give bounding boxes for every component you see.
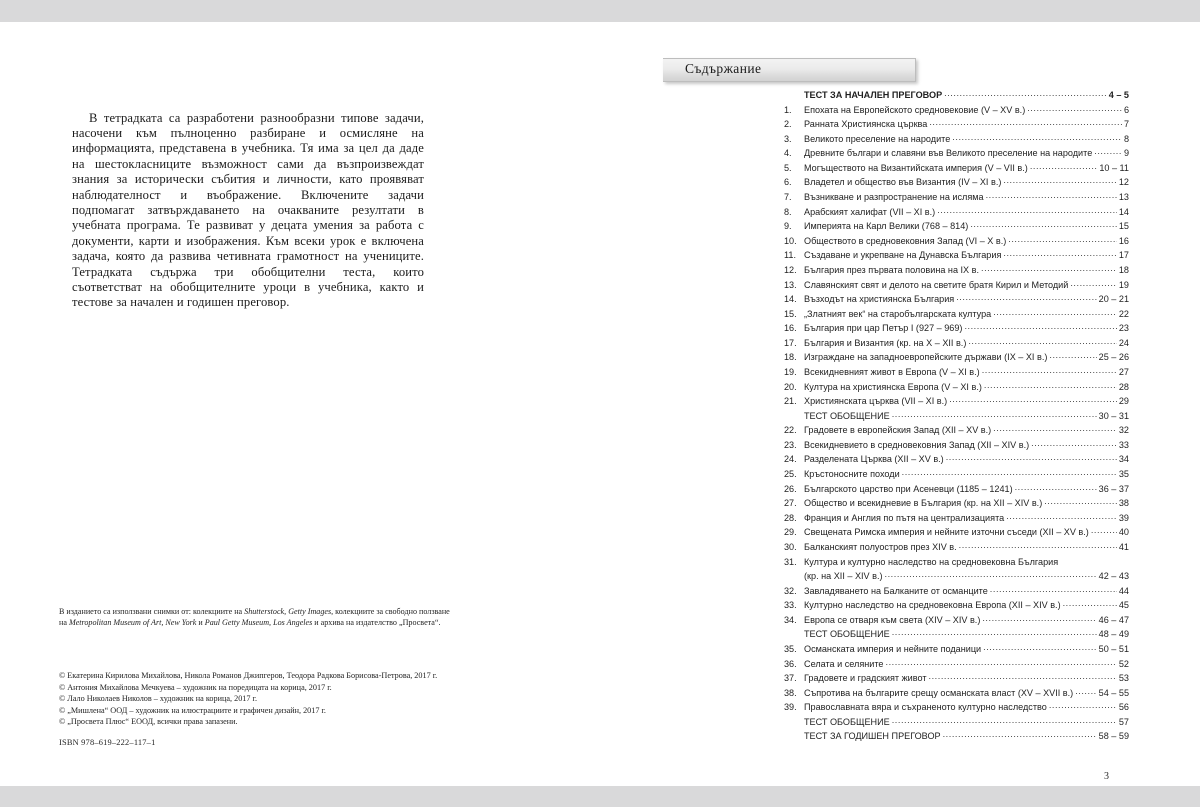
toc-leader-dots bbox=[902, 468, 1117, 477]
toc-entry[interactable] bbox=[784, 627, 1129, 642]
toc-entry-number: 12. bbox=[784, 264, 797, 275]
toc-entry[interactable] bbox=[784, 452, 1129, 467]
toc-entry-title: Могъществото на Византийската империя (V – VII в.) bbox=[804, 162, 1028, 173]
toc-entry-page: 45 bbox=[1118, 600, 1129, 611]
toc-entry-number: 22. bbox=[784, 425, 797, 436]
toc-entry-title: България и Византия (кр. на X – XII в.) bbox=[804, 337, 967, 348]
toc-leader-dots bbox=[952, 133, 1122, 142]
toc-entry-title: Европа се отваря към света (XIV – XIV в.) bbox=[804, 614, 981, 625]
toc-entry-title: Християнската църква (VII – XI в.) bbox=[804, 396, 948, 407]
toc-entry-number: 20. bbox=[784, 381, 797, 392]
toc-leader-dots bbox=[892, 628, 1097, 637]
toc-entry[interactable] bbox=[784, 380, 1129, 395]
toc-entry[interactable] bbox=[784, 292, 1129, 307]
toc-entry-title: Изграждане на западноевропейските държави (IX – XI в.) bbox=[804, 352, 1048, 363]
toc-leader-dots bbox=[949, 395, 1117, 404]
toc-entry-number: 19. bbox=[784, 366, 797, 377]
toc-entry-title: Кръстоносните походи bbox=[804, 469, 900, 480]
toc-leader-dots bbox=[1031, 439, 1117, 448]
toc-leader-dots bbox=[984, 381, 1117, 390]
toc-entry[interactable] bbox=[784, 729, 1129, 744]
toc-entry[interactable] bbox=[784, 409, 1129, 424]
image-credits-line-1 bbox=[59, 607, 489, 618]
toc-entry-number: 37. bbox=[784, 673, 797, 684]
toc-entry-page: 46 – 47 bbox=[1098, 614, 1129, 625]
toc-entry-page: 28 bbox=[1118, 381, 1129, 392]
toc-entry[interactable] bbox=[784, 278, 1129, 293]
toc-entry-page: 10 – 11 bbox=[1099, 162, 1129, 173]
toc-entry-page: 32 bbox=[1118, 425, 1129, 436]
toc-entry-number: 33. bbox=[784, 600, 797, 611]
toc-entry[interactable] bbox=[784, 307, 1129, 322]
toc-entry[interactable] bbox=[784, 336, 1129, 351]
toc-entry[interactable] bbox=[784, 671, 1129, 686]
toc-entry-title: Създаване и укрепване на Дунавска България bbox=[804, 250, 1002, 261]
toc-entry-title: (кр. на XII – XIV в.) bbox=[804, 571, 883, 582]
toc-entry-number: 38. bbox=[784, 687, 797, 698]
credits-text-2: , колекциите за свободно ползване bbox=[331, 607, 450, 616]
page-number: 3 bbox=[1104, 771, 1109, 782]
toc-entry-page: 53 bbox=[1118, 673, 1129, 684]
toc-entry-title: Епохата на Европейското средновековие (V – XV в.) bbox=[804, 104, 1026, 115]
toc-entry[interactable] bbox=[784, 117, 1129, 132]
toc-entry[interactable] bbox=[784, 205, 1129, 220]
right-page bbox=[600, 22, 1200, 786]
toc-entry-page: 19 bbox=[1118, 279, 1129, 290]
toc-leader-dots bbox=[946, 453, 1117, 462]
toc-entry-number: 2. bbox=[784, 119, 792, 130]
toc-entry[interactable] bbox=[784, 598, 1129, 613]
toc-leader-dots bbox=[1094, 147, 1122, 156]
toc-entry-page: 35 bbox=[1118, 469, 1129, 480]
toc-leader-dots bbox=[981, 264, 1117, 273]
credits-text-4: и bbox=[196, 617, 205, 627]
toc-entry-number: 34. bbox=[784, 614, 797, 625]
toc-entry[interactable] bbox=[784, 394, 1129, 409]
toc-entry-title: Всекидневието в средновековния Запад (XII – XIV в.) bbox=[804, 439, 1030, 450]
toc-entry-title: Култура на християнска Европа (V – XI в.) bbox=[804, 381, 982, 392]
toc-entry[interactable] bbox=[784, 525, 1129, 540]
credits-text-5: и архива на издателство „Просвета“. bbox=[312, 617, 441, 627]
toc-entry-page: 20 – 21 bbox=[1098, 294, 1129, 305]
toc-entry-title: Империята на Карл Велики (768 – 814) bbox=[804, 221, 969, 232]
toc-entry-title: Култура и културно наследство на средновековна България bbox=[804, 556, 1059, 567]
contents-banner-title: Съдържание bbox=[685, 61, 762, 76]
toc-entry-number: 24. bbox=[784, 454, 797, 465]
credits-italic-sources: Shutterstock, Getty Images bbox=[244, 607, 332, 616]
toc-entry-title: ТЕСТ ОБОБЩЕНИЕ bbox=[804, 716, 890, 727]
toc-entry-number: 36. bbox=[784, 658, 797, 669]
toc-entry-title: Свещената Римска империя и нейните източни съседи (XII – XV в.) bbox=[804, 527, 1089, 538]
credits-text: В изданието са използвани снимки от: колекциите на bbox=[59, 607, 245, 616]
toc-entry[interactable] bbox=[784, 423, 1129, 438]
toc-entry-number: 11. bbox=[784, 250, 796, 261]
toc-entry[interactable] bbox=[784, 365, 1129, 380]
toc-leader-dots bbox=[983, 643, 1097, 652]
toc-leader-dots bbox=[982, 614, 1096, 623]
image-credits-block bbox=[59, 607, 489, 628]
toc-entry[interactable] bbox=[784, 263, 1129, 278]
credits-italic-getty: Paul Getty Museum, Los Angeles bbox=[204, 617, 313, 627]
toc-entry[interactable] bbox=[784, 613, 1129, 628]
toc-entry-page: 24 bbox=[1118, 337, 1129, 348]
toc-entry-page: 18 bbox=[1118, 264, 1129, 275]
toc-leader-dots bbox=[886, 658, 1117, 667]
toc-entry[interactable] bbox=[784, 175, 1129, 190]
toc-entry-page: 27 bbox=[1118, 366, 1129, 377]
toc-entry-page: 13 bbox=[1118, 192, 1129, 203]
toc-entry-number: 35. bbox=[784, 643, 797, 654]
toc-leader-dots bbox=[1003, 176, 1117, 185]
copyright-line: © Екатерина Кирилова Михайлова, Никола Романов Джипгеров, Теодора Радкова Борисова-Петрова, 2017 г. bbox=[59, 671, 438, 680]
toc-leader-dots bbox=[1030, 162, 1098, 171]
toc-entry[interactable] bbox=[784, 190, 1129, 205]
toc-entry-number: 9. bbox=[784, 221, 792, 232]
toc-entry-number: 6. bbox=[784, 177, 792, 188]
toc-entry-page: 39 bbox=[1118, 512, 1129, 523]
toc-leader-dots bbox=[1049, 701, 1117, 710]
toc-entry-number: 39. bbox=[784, 702, 797, 713]
toc-entry[interactable] bbox=[784, 555, 1129, 570]
toc-entry-title: Православната вяра и съхраненото културно наследство bbox=[804, 702, 1047, 713]
toc-entry[interactable] bbox=[784, 88, 1129, 103]
toc-entry-title: ТЕСТ ЗА ГОДИШЕН ПРЕГОВОР bbox=[804, 731, 941, 742]
toc-entry-title: Древните българи и славяни във Великото преселение на народите bbox=[804, 148, 1093, 159]
toc-leader-dots bbox=[986, 191, 1117, 200]
toc-entry-page: 12 bbox=[1118, 177, 1129, 188]
copyright-line: © Лало Николаев Николов – художник на корица, 2017 г. bbox=[59, 694, 257, 704]
toc-leader-dots bbox=[929, 672, 1117, 681]
toc-leader-dots bbox=[1027, 104, 1122, 113]
toc-entry[interactable] bbox=[784, 161, 1129, 176]
toc-leader-dots bbox=[970, 220, 1117, 229]
toc-leader-dots bbox=[1060, 556, 1127, 565]
toc-entry-title: Разделената Църква (XII – XV в.) bbox=[804, 454, 944, 465]
toc-entry-page: 8 bbox=[1123, 133, 1129, 144]
toc-entry-title: Арабският халифат (VII – XI в.) bbox=[804, 206, 936, 217]
toc-leader-dots bbox=[929, 118, 1122, 127]
toc-entry-number: 16. bbox=[784, 323, 797, 334]
toc-entry-title: Българското царство при Асеневци (1185 – 1241) bbox=[804, 483, 1013, 494]
toc-entry-page: 22 bbox=[1118, 308, 1129, 319]
copyright-line: © „Мишлена“ ООД – художник на илюстрациите и графичен дизайн, 2017 г. bbox=[59, 705, 326, 715]
toc-entry-title: Ранната Християнска църква bbox=[804, 119, 928, 130]
toc-entry-title: България през първата половина на IX в. bbox=[804, 264, 980, 275]
toc-leader-dots bbox=[993, 424, 1117, 433]
copyright-line: © Антония Михайлова Мечкуева – художник на поредицата на корица, 2017 г. bbox=[59, 682, 332, 692]
toc-leader-dots bbox=[937, 206, 1117, 215]
toc-entry-title: ТЕСТ ОБОБЩЕНИЕ bbox=[804, 629, 890, 640]
book-spread bbox=[0, 22, 1200, 786]
contents-banner bbox=[663, 58, 916, 84]
toc-entry-number: 25. bbox=[784, 469, 797, 480]
toc-entry-title: Всекидневният живот в Европа (V – XI в.) bbox=[804, 366, 980, 377]
toc-leader-dots bbox=[1075, 687, 1096, 696]
toc-leader-dots bbox=[1070, 279, 1117, 288]
toc-entry-number: 15. bbox=[784, 308, 797, 319]
toc-leader-dots bbox=[944, 89, 1107, 98]
toc-leader-dots bbox=[1049, 351, 1096, 360]
toc-entry-page: 7 bbox=[1123, 119, 1129, 130]
toc-entry-number: 1. bbox=[784, 104, 792, 115]
toc-entry-page: 6 bbox=[1123, 104, 1129, 115]
toc-entry-page: 14 bbox=[1118, 206, 1129, 217]
toc-entry-title: Съпротива на българите срещу османската власт (XV – XVII в.) bbox=[804, 687, 1074, 698]
toc-entry-page: 57 bbox=[1118, 716, 1129, 727]
toc-entry-page: 30 – 31 bbox=[1098, 410, 1129, 421]
toc-entry[interactable] bbox=[784, 496, 1129, 511]
toc-entry-number: 29. bbox=[784, 527, 797, 538]
toc-leader-dots bbox=[956, 293, 1096, 302]
toc-entry-number: 28. bbox=[784, 512, 797, 523]
toc-entry-page: 40 bbox=[1118, 527, 1129, 538]
toc-entry-title: Обществото в средновековния Запад (VI – X в.) bbox=[804, 235, 1007, 246]
toc-entry-page: 29 bbox=[1118, 396, 1129, 407]
toc-entry-page: 34 bbox=[1118, 454, 1129, 465]
toc-leader-dots bbox=[1008, 235, 1117, 244]
toc-entry[interactable] bbox=[784, 350, 1129, 365]
toc-entry[interactable] bbox=[784, 569, 1129, 584]
toc-entry-page: 54 – 55 bbox=[1098, 687, 1129, 698]
toc-leader-dots bbox=[885, 570, 1097, 579]
toc-entry-page: 50 – 51 bbox=[1098, 643, 1129, 654]
toc-leader-dots bbox=[959, 541, 1117, 550]
toc-entry[interactable] bbox=[784, 657, 1129, 672]
toc-entry[interactable] bbox=[784, 686, 1129, 701]
toc-entry-number: 14. bbox=[784, 294, 797, 305]
toc-entry[interactable] bbox=[784, 146, 1129, 161]
toc-entry-page: 9 bbox=[1123, 148, 1129, 159]
toc-entry-number: 18. bbox=[784, 352, 797, 363]
toc-entry-title: България при цар Петър I (927 – 969) bbox=[804, 323, 963, 334]
toc-entry-title: Общество и всекидневие в България (кр. на XII – XIV в.) bbox=[804, 498, 1043, 509]
toc-entry-title: Възходът на християнска България bbox=[804, 294, 955, 305]
toc-entry-page: 16 bbox=[1118, 235, 1129, 246]
toc-entry-page: 44 bbox=[1118, 585, 1129, 596]
credits-italic-met: Metropolitan Museum of Art, New York bbox=[68, 617, 197, 627]
toc-entry-title: ТЕСТ ОБОБЩЕНИЕ bbox=[804, 410, 890, 421]
toc-entry[interactable] bbox=[784, 234, 1129, 249]
toc-entry-number: 27. bbox=[784, 498, 797, 509]
toc-entry-number: 10. bbox=[784, 235, 797, 246]
toc-entry-title: Османската империя и нейните поданици bbox=[804, 643, 982, 654]
toc-entry-page: 25 – 26 bbox=[1098, 352, 1129, 363]
toc-entry-title: Културно наследство на средновековна Европа (XII – XIV в.) bbox=[804, 600, 1061, 611]
toc-entry[interactable] bbox=[784, 642, 1129, 657]
toc-entry-number: 17. bbox=[784, 337, 797, 348]
toc-leader-dots bbox=[1015, 483, 1097, 492]
toc-entry-title: Балканският полуостров през XIV в. bbox=[804, 541, 957, 552]
toc-entry-page: 23 bbox=[1118, 323, 1129, 334]
toc-entry-number: 5. bbox=[784, 162, 792, 173]
toc-entry-page: 33 bbox=[1118, 439, 1129, 450]
toc-entry[interactable] bbox=[784, 132, 1129, 147]
table-of-contents bbox=[784, 88, 1129, 744]
toc-entry-title: Франция и Англия по пътя на централизацията bbox=[804, 512, 1005, 523]
left-page bbox=[0, 22, 600, 786]
toc-leader-dots bbox=[964, 322, 1116, 331]
toc-entry[interactable] bbox=[784, 715, 1129, 730]
toc-entry[interactable] bbox=[784, 438, 1129, 453]
toc-leader-dots bbox=[968, 337, 1117, 346]
toc-leader-dots bbox=[990, 585, 1117, 594]
toc-entry-page: 17 bbox=[1118, 250, 1129, 261]
toc-entry-page: 56 bbox=[1118, 702, 1129, 713]
toc-entry-number: 4. bbox=[784, 148, 792, 159]
toc-entry-number: 26. bbox=[784, 483, 797, 494]
toc-entry-number: 13. bbox=[784, 279, 797, 290]
toc-entry[interactable] bbox=[784, 321, 1129, 336]
toc-entry[interactable] bbox=[784, 540, 1129, 555]
toc-leader-dots bbox=[1063, 599, 1117, 608]
toc-entry-number: 21. bbox=[784, 396, 797, 407]
toc-entry-number: 3. bbox=[784, 133, 792, 144]
toc-entry-page: 4 – 5 bbox=[1108, 90, 1129, 100]
toc-entry[interactable] bbox=[784, 584, 1129, 599]
toc-entry-page: 58 – 59 bbox=[1098, 731, 1129, 742]
toc-leader-dots bbox=[943, 730, 1097, 739]
toc-leader-dots bbox=[892, 410, 1097, 419]
toc-entry-page: 52 bbox=[1118, 658, 1129, 669]
toc-entry-title: Градовете в европейския Запад (XII – XV в.) bbox=[804, 425, 992, 436]
intro-paragraph: В тетрадката са разработени разнообразни типове задачи, насочени към пълноценно разбиране и осмисляне на информацията, представена в учебника. Тя има за цел да даде на шестокласниците възможност сами да възпроизвеждат знания за исторически събития и личности, като проявяват наблюдателност и въображение. Включените задачи подпомагат затвърждаването на очакваните резултати в учебната програма. Те развиват у децата умения за работа с документи, карти и изображения. Към всеки урок е включена задача, която да развива четивната грамотност на учениците. Тетрадката съдържа три обобщителни теста, които съответстват на обобщителните уроци в учебника, както и тестове за начален и годишен преговор. bbox=[72, 110, 424, 310]
toc-entry-title: Владетел и общество във Византия (IV – XI в.) bbox=[804, 177, 1002, 188]
toc-leader-dots bbox=[982, 366, 1117, 375]
toc-entry[interactable] bbox=[784, 482, 1129, 497]
toc-entry-number: 32. bbox=[784, 585, 797, 596]
toc-entry-title: Великото преселение на народите bbox=[804, 133, 951, 144]
toc-entry-page: 15 bbox=[1118, 221, 1129, 232]
toc-leader-dots bbox=[993, 308, 1117, 317]
toc-entry-number: 23. bbox=[784, 439, 797, 450]
toc-entry[interactable] bbox=[784, 467, 1129, 482]
credits-text-3: на bbox=[59, 617, 69, 627]
toc-entry-title: „Златният век“ на старобългарската култура bbox=[804, 308, 992, 319]
toc-entry[interactable] bbox=[784, 219, 1129, 234]
toc-entry[interactable] bbox=[784, 700, 1129, 715]
toc-entry-page: 38 bbox=[1118, 498, 1129, 509]
toc-entry-title: Селата и селяните bbox=[804, 658, 884, 669]
toc-entry-page: 41 bbox=[1118, 541, 1129, 552]
toc-entry-page: 36 – 37 bbox=[1098, 483, 1129, 494]
toc-entry-number: 7. bbox=[784, 192, 792, 203]
toc-entry-title: Славянският свят и делото на светите братя Кирил и Методий bbox=[804, 279, 1069, 290]
toc-entry-title: Завладяването на Балканите от османците bbox=[804, 585, 988, 596]
image-credits-line-2 bbox=[59, 618, 489, 629]
toc-leader-dots bbox=[1006, 512, 1117, 521]
copyright-line: © „Просвета Плюс“ ЕООД, всички права запазени. bbox=[59, 717, 238, 727]
toc-entry-number: 8. bbox=[784, 206, 792, 217]
toc-entry-page: 48 – 49 bbox=[1098, 629, 1129, 640]
toc-leader-dots bbox=[892, 716, 1117, 725]
toc-leader-dots bbox=[1044, 497, 1117, 506]
isbn: ISBN 978–619–222–117–1 bbox=[59, 738, 156, 747]
toc-entry-title: Възникване и разпространение на исляма bbox=[804, 192, 984, 203]
toc-leader-dots bbox=[1091, 526, 1117, 535]
toc-entry-page: 42 – 43 bbox=[1098, 571, 1129, 582]
toc-entry-title: Градовете и градският живот bbox=[804, 673, 927, 684]
copyright-block bbox=[59, 670, 499, 728]
toc-entry[interactable] bbox=[784, 511, 1129, 526]
toc-entry-title: ТЕСТ ЗА НАЧАЛЕН ПРЕГОВОР bbox=[804, 90, 943, 100]
toc-entry[interactable] bbox=[784, 103, 1129, 118]
toc-entry-number: 31. bbox=[784, 556, 797, 567]
toc-entry[interactable] bbox=[784, 248, 1129, 263]
toc-entry-number: 30. bbox=[784, 541, 797, 552]
toc-leader-dots bbox=[1003, 249, 1117, 258]
